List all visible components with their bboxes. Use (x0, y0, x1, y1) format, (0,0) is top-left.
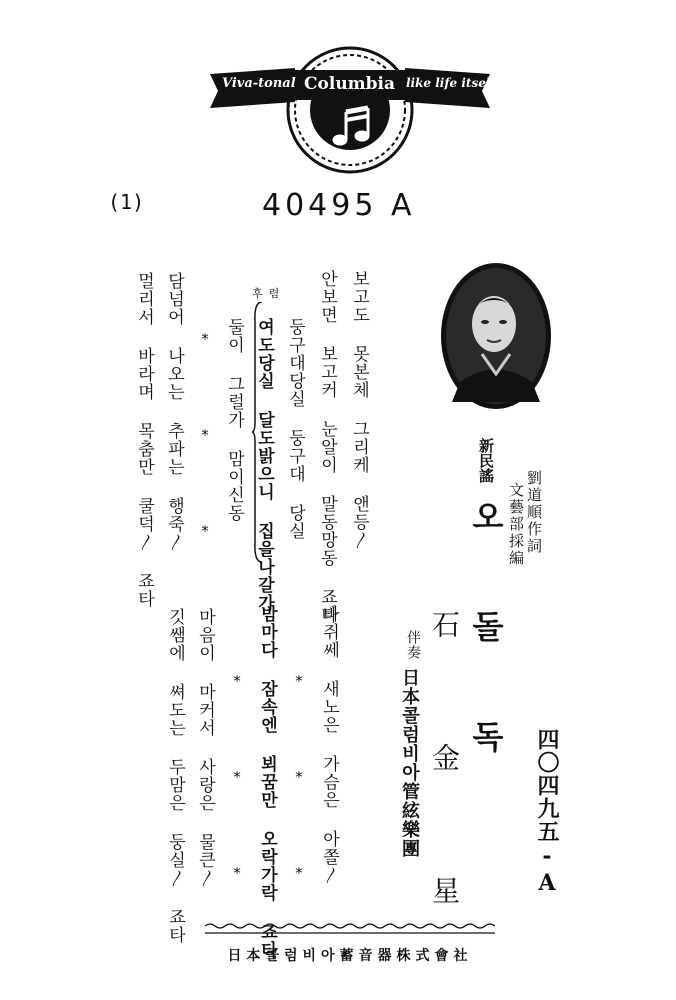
refrain-bracket (252, 302, 266, 562)
separator-lower-left: * * * (228, 672, 246, 912)
logo-right-text: like life itself (406, 76, 496, 90)
genre-label: 新民謠 (477, 438, 495, 483)
verse3-line2: 밤마다 잠속엔 뵈꿈만 오락가락 죠타 (257, 605, 277, 959)
lyricist-credit: 劉道順作詞 (525, 470, 543, 555)
separator-upper: * * * (196, 330, 214, 570)
verse4-line2: 깃쌤에 쎠도는 두맘은 둥실〳 죠타 (165, 608, 185, 944)
song-title: 오 돌 독 (467, 500, 505, 772)
verse1-line1: 보고도 못본체 그리케 앤등〳 (349, 270, 369, 549)
separator-lower-right: * * * (290, 672, 308, 912)
verse3-line1: 바쥐쎄 새노은 가슴은 아쫄〳 (319, 605, 339, 884)
verse2-line1: 담넘어 나오는 추파는 행죽〳 (164, 272, 184, 551)
accompaniment-name: 日本콜럼비아管絃樂團 (399, 668, 420, 858)
logo-left-text: Viva-tonal (222, 76, 296, 91)
columbia-logo (200, 40, 500, 180)
singer-name: 石 金 星 (428, 610, 461, 940)
catalog-number-vertical: 四〇四九五-A (534, 728, 560, 897)
refrain-line3: 둘이 그럴가 맘이신동 (224, 318, 244, 522)
verse2-line2: 멀리서 바라며 목춤만 쿨덕〳 죠타 (134, 272, 154, 608)
page-number: (1) (108, 190, 145, 214)
logo-brand-text: Columbia (304, 74, 396, 94)
singer-portrait (440, 262, 552, 410)
refrain-mark: 후렴 (252, 287, 286, 300)
accompaniment-label: 伴奏 (405, 630, 421, 660)
company-name: 日本콜럼비아蓄音器株式會社 (227, 948, 473, 964)
verse4-line1: 마음이 마커서 사랑은 물큰〳 (195, 608, 215, 887)
verse1-line2: 안보면 보고커 눈알이 말동망동 죠타 (317, 270, 337, 624)
wavy-divider (205, 922, 495, 936)
refrain-line2: 여도당실 달도밝으니 집을나갈가 (254, 318, 274, 612)
catalog-number: 40495 A (262, 188, 416, 223)
arranger-credit: 文藝部採編 (507, 482, 525, 567)
refrain-line1: 둥구대당실 둥구대 당실 (285, 318, 305, 540)
